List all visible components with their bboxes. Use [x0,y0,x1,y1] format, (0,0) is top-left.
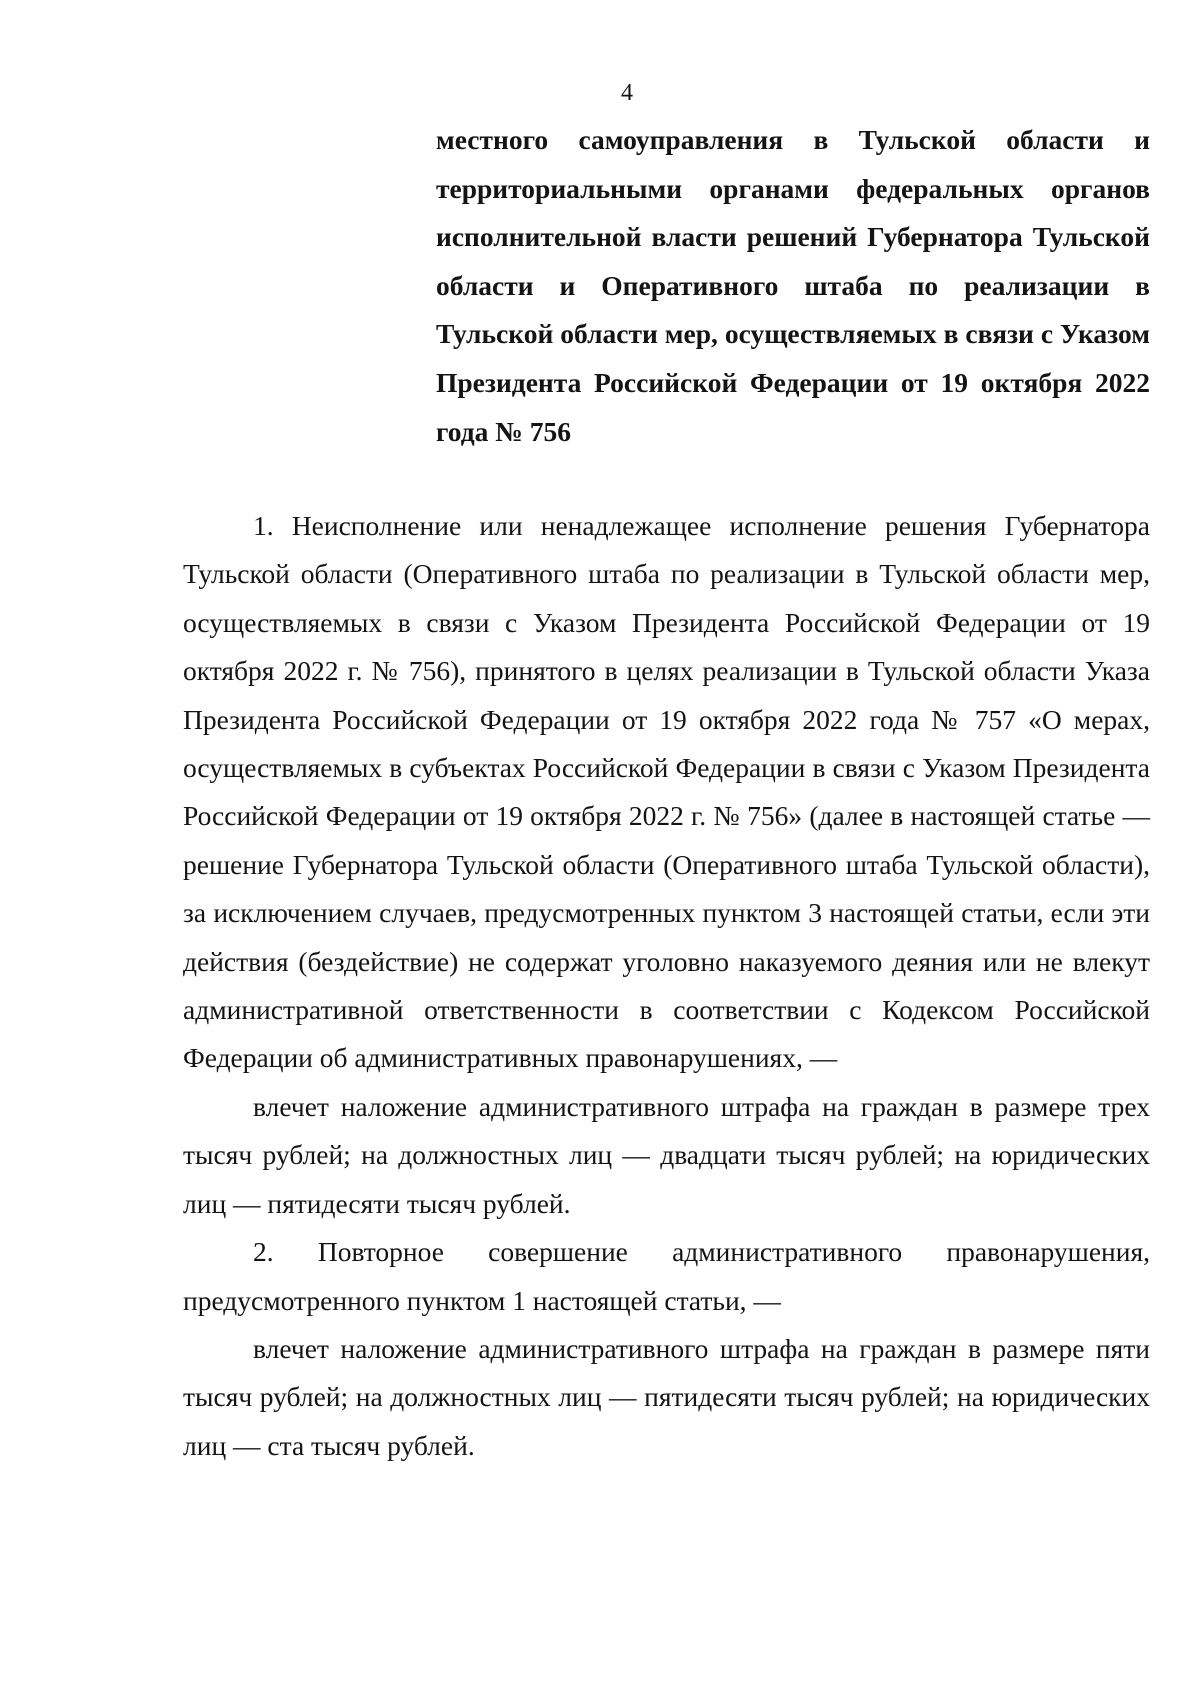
paragraph-penalty-1: влечет наложение административного штрафа на граждан в размере трех тысяч рублей; на должностных лиц — двадцати тысяч рублей; на юридических лиц — пятидесяти тысяч рублей. [183,1090,1150,1219]
article-heading: местного самоуправления в Тульской области и территориальными органами федеральных органов исполнительной власти решений Губернатора Тульской области и Оперативного штаба по реализации в Тульской области мер, осуществляемых в связи с Указом Президента Российской Федерации от 19 октября 2022 года № 756 [436,124,1150,447]
article-body [183,502,1150,1470]
paragraph-clause-1: 1. Неисполнение или ненадлежащее исполнение решения Губернатора Тульской области (Оперативного штаба по реализации в Тульской области мер, осуществляемых в связи с Указом Президента Российской Федерации от 19 октября 2022 г. № 756), принятого в целях реализации в Тульской области Указа Президента Российской Федерации от 19 октября 2022 года № 757 «О мерах, осуществляемых в субъектах Российской Федерации в связи с Указом Президента Российской Федерации от 19 октября 2022 г. № 756» (далее в настоящей статье — решение Губернатора Тульской области (Оперативного штаба Тульской области), за исключением случаев, предусмотренных пунктом 3 настоящей статьи, если эти действия (бездействие) не содержат уголовно наказуемого деяния или не влекут административной ответственности в соответствии с Кодексом Российской Федерации об административных правонарушениях, — [183,510,1150,1074]
paragraph-clause-2: 2. Повторное совершение административного правонарушения, предусмотренного пунктом 1 настоящей статьи, — [183,1236,1150,1316]
paragraph-penalty-2: влечет наложение административного штрафа на граждан в размере пяти тысяч рублей; на должностных лиц — пятидесяти тысяч рублей; на юридических лиц — ста тысяч рублей. [183,1332,1150,1461]
page-number: 4 [621,80,633,106]
